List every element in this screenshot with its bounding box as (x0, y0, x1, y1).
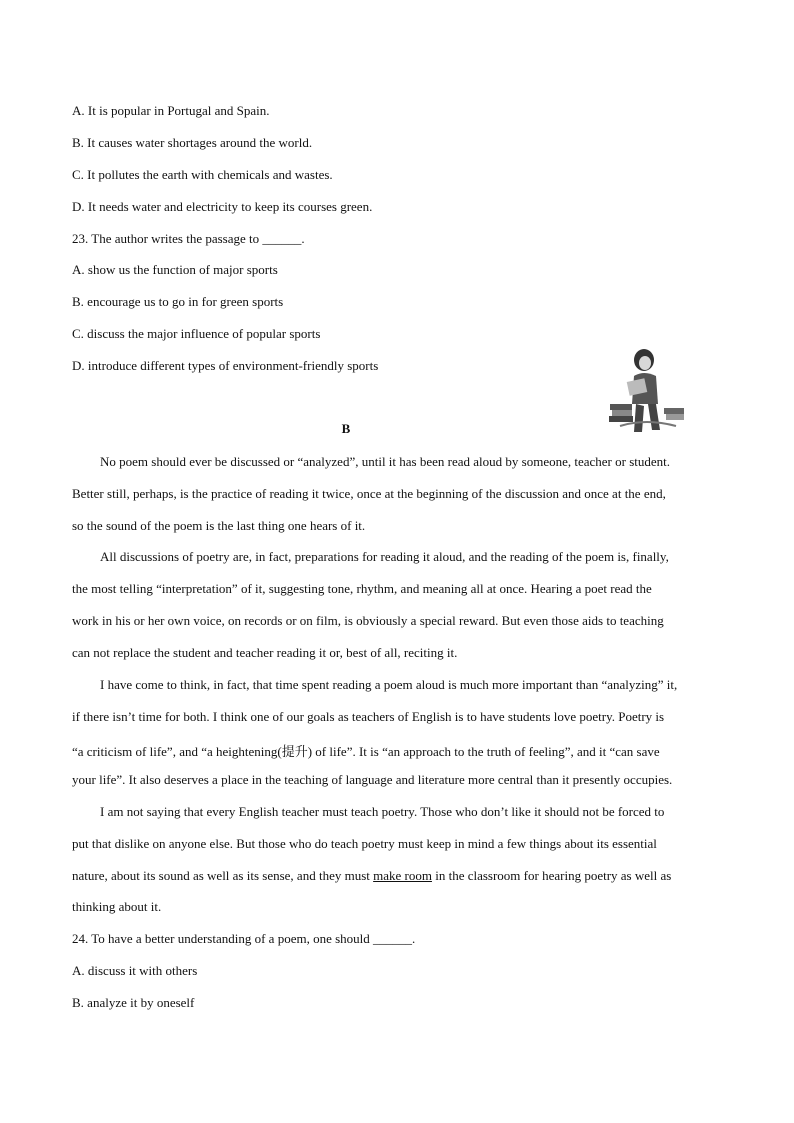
para4-line1: I am not saying that every English teacher must teach poetry. Those who don’t like it should not be forced to (100, 804, 665, 819)
q22-option-d: D. It needs water and electricity to keep its courses green. (72, 199, 373, 214)
q22-option-c: C. It pollutes the earth with chemicals and wastes. (72, 167, 333, 182)
q23-option-b: B. encourage us to go in for green sports (72, 294, 284, 309)
para2-line1: All discussions of poetry are, in fact, preparations for reading it aloud, and the reading of the poem is, finally, (100, 549, 669, 564)
q23-stem: 23. The author writes the passage to ______. (72, 231, 305, 246)
para2-line2: the most telling “interpretation” of it, suggesting tone, rhythm, and meaning all at once. Hearing a poet read the (72, 581, 652, 596)
q23-option-d: D. introduce different types of environment-friendly sports (72, 358, 379, 373)
para3-line2: if there isn’t time for both. I think one of our goals as teachers of English is to have students love poetry. Poetry is (72, 709, 665, 724)
para1-line3: so the sound of the poem is the last thing one hears of it. (72, 518, 366, 533)
para4-line2: put that dislike on anyone else. But those who do teach poetry must keep in mind a few things about its essential (72, 836, 657, 851)
q24-option-b: B. analyze it by oneself (72, 995, 195, 1010)
para3-line1: I have come to think, in fact, that time spent reading a poem aloud is much more important than “analyzing” it, (100, 677, 678, 692)
section-title: B (341, 421, 351, 436)
para2-line3: work in his or her own voice, on records or on film, is obviously a special reward. But even those aids to teaching (72, 613, 664, 628)
para4-line4: thinking about it. (72, 899, 162, 914)
underlined-phrase: make room (373, 868, 432, 883)
q24-stem: 24. To have a better understanding of a poem, one should ______. (72, 931, 416, 946)
q22-option-b: B. It causes water shortages around the world. (72, 135, 313, 150)
para1-line2: Better still, perhaps, is the practice of reading it twice, once at the beginning of the discussion and once at the end, (72, 486, 666, 501)
para4-line3 (72, 868, 671, 884)
q22-option-a: A. It is popular in Portugal and Spain. (72, 103, 270, 118)
q24-option-a: A. discuss it with others (72, 963, 198, 978)
para1-line1: No poem should ever be discussed or “analyzed”, until it has been read aloud by someone, teacher or student. (100, 454, 671, 469)
para3-line4: your life”. It also deserves a place in the teaching of language and literature more central than it presently occupies. (72, 772, 673, 787)
para4-line3-end: in the classroom for hearing poetry as well as (435, 868, 672, 883)
para2-line4: can not replace the student and teacher reading it or, best of all, reciting it. (72, 645, 458, 660)
q23-option-a: A. show us the function of major sports (72, 262, 278, 277)
para4-line3-start: nature, about its sound as well as its sense, and they must (72, 868, 370, 883)
para3-line3: “a criticism of life”, and “a heightening(提升) of life”. It is “an approach to the truth of feeling”, and it “can save (72, 744, 660, 759)
q23-option-c: C. discuss the major influence of popular sports (72, 326, 321, 341)
